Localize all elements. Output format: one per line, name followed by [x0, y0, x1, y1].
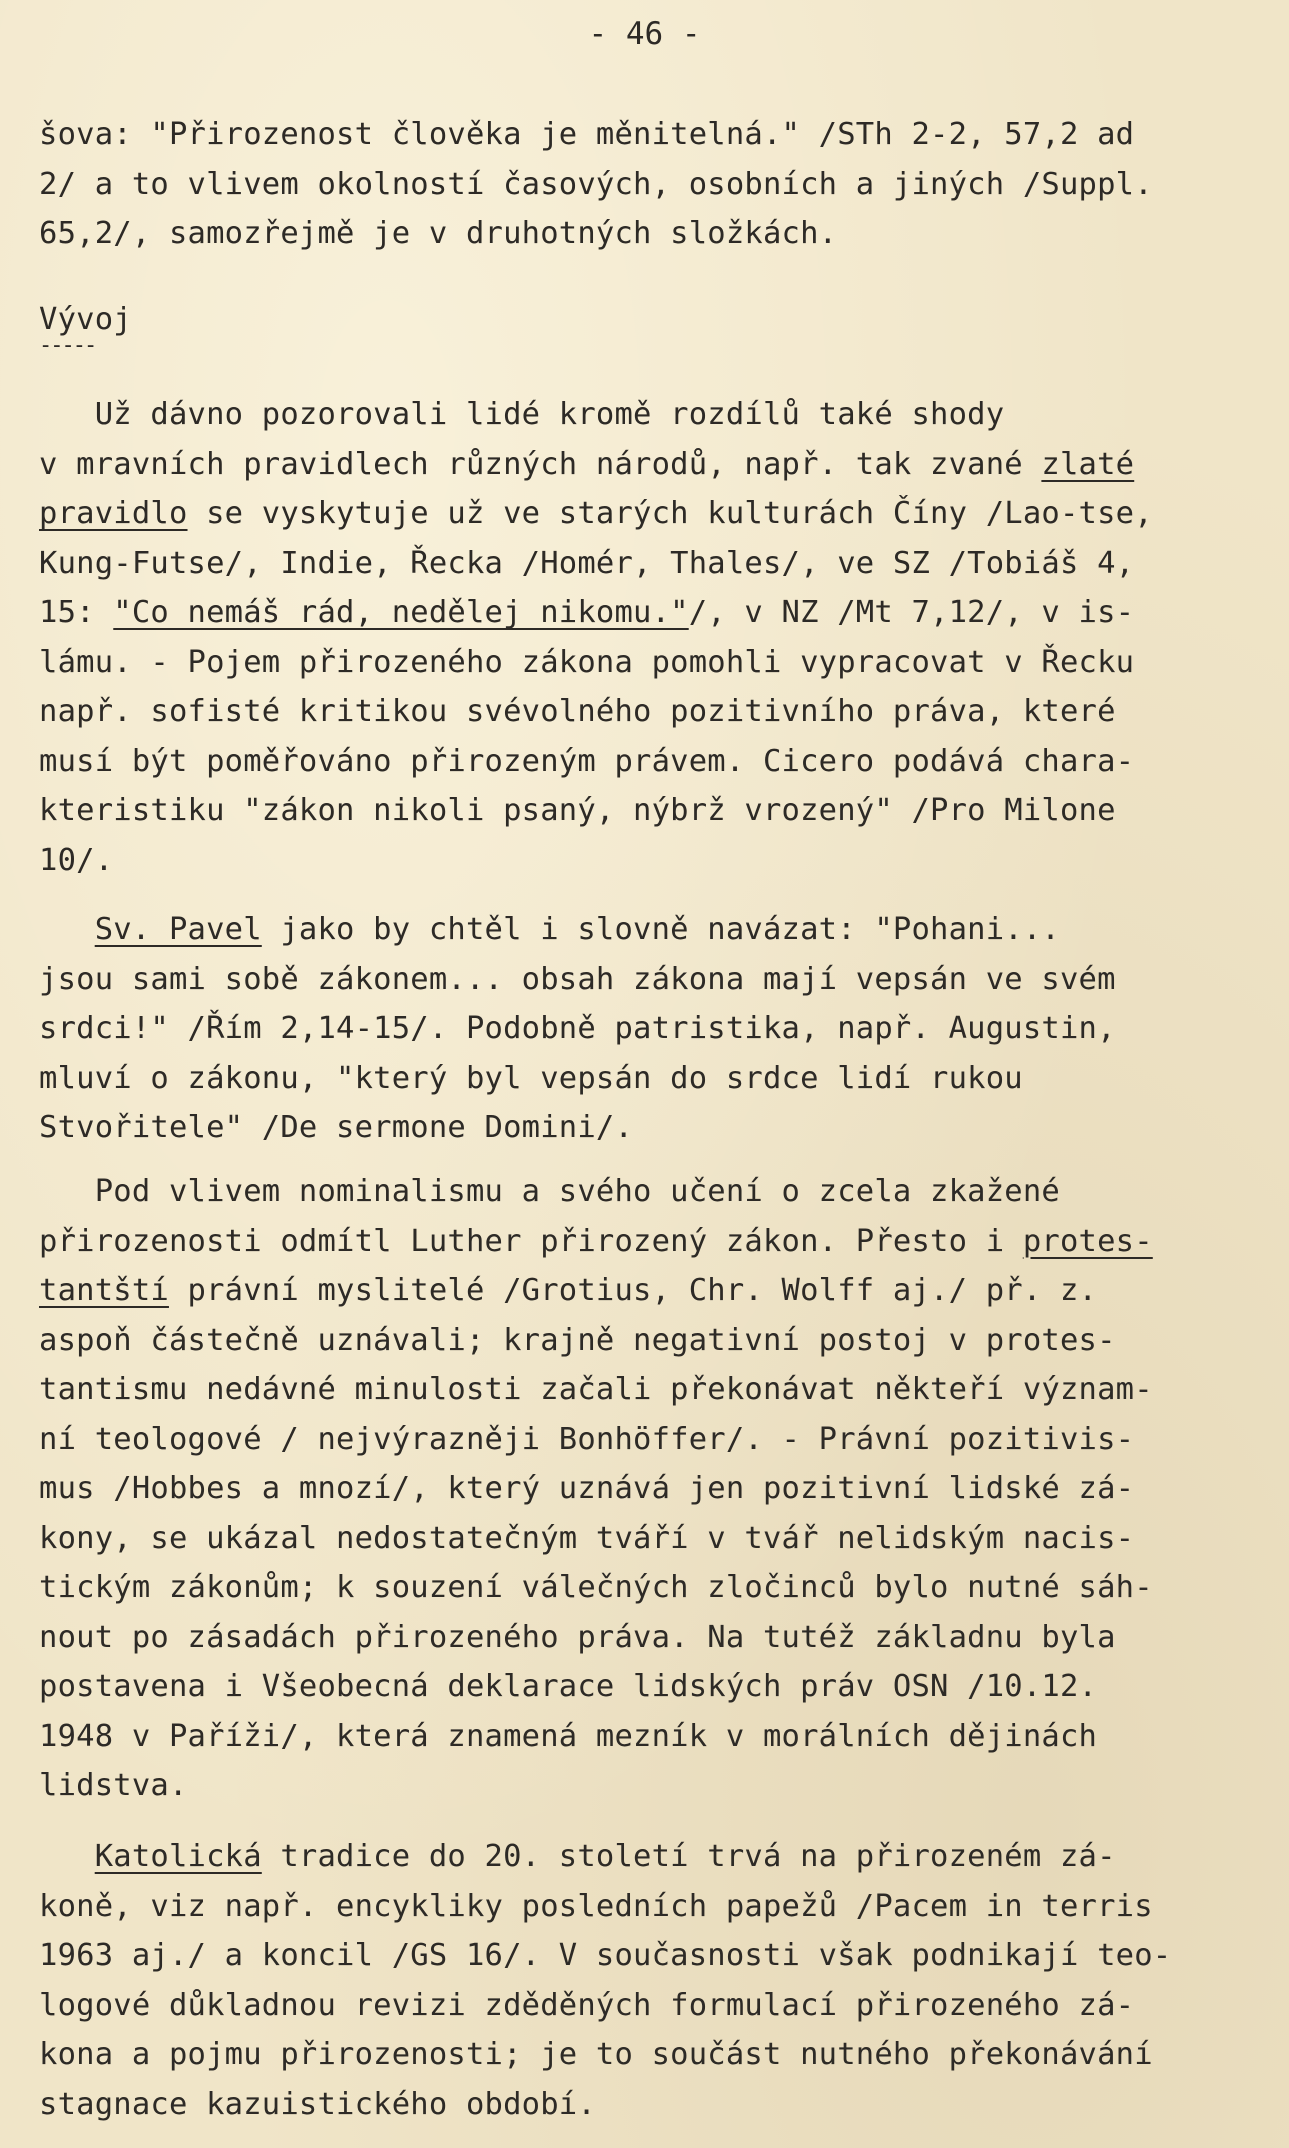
- paragraph-development: [39, 390, 1153, 885]
- underlined-text: zlaté: [1041, 446, 1135, 482]
- text-segment: ní teologové / nejvýrazněji Bonhöffer/. - Právní pozitivis-: [39, 1421, 1135, 1457]
- text-line: [39, 1415, 1153, 1465]
- paragraph-paul: [39, 905, 1116, 1153]
- text-line: [39, 1266, 1153, 1316]
- underlined-text: Sv. Pavel: [94, 912, 262, 947]
- text-line: [39, 539, 1153, 589]
- text-line: [39, 2080, 1171, 2130]
- text-segment: kona a pojmu přirozenosti; je to součást nutného překonávání: [39, 2037, 1153, 2072]
- text-segment: koně, viz např. encykliky posledních papežů /Pacem in terris: [39, 1888, 1153, 1924]
- text-segment: stagnace kazuistického období.: [39, 2086, 596, 2122]
- text-segment: tantismu nedávné minulosti začali překonávat někteří význam-: [39, 1372, 1153, 1407]
- text-segment: Už dávno pozorovali lidé kromě rozdílů také shody: [39, 397, 1005, 432]
- text-segment: aspoň částečně uznávali; krajně negativní postoj v protes-: [39, 1322, 1116, 1358]
- text-segment: Pod vlivem nominalismu a svého učení o zcela zkažené: [39, 1174, 1060, 1209]
- text-segment: logové důkladnou revizi zděděných formulací přirozeného zá-: [39, 1987, 1135, 2023]
- text-segment: 65,2/, samozřejmě je v druhotných složkách.: [39, 216, 838, 251]
- text-segment: 2/ a to vlivem okolností časových, osobních a jiných /Suppl.: [39, 166, 1153, 202]
- underlined-text: pravidlo: [39, 496, 188, 531]
- text-segment: Kung-Futse/, Indie, Řecka /Homér, Thales/, ve SZ /Tobiáš 4,: [39, 545, 1135, 581]
- text-segment: 10/.: [39, 842, 114, 878]
- text-line: [39, 1167, 1153, 1217]
- text-segment: [39, 1839, 95, 1874]
- text-line: [39, 1981, 1171, 2031]
- text-segment: musí být poměřováno přirozeným právem. Cicero podává chara-: [39, 743, 1135, 779]
- heading-underline: -----: [39, 332, 96, 358]
- underlined-text: tantští: [39, 1273, 169, 1308]
- section-heading: [39, 295, 132, 359]
- text-segment: tickým zákonům; k souzení válečných zločinců bylo nutné sáh-: [39, 1570, 1153, 1605]
- text-segment: např. sofisté kritikou svévolného pozitivního práva, které: [39, 694, 1116, 729]
- text-segment: [39, 912, 95, 947]
- text-line: [39, 390, 1153, 440]
- text-line: [39, 786, 1153, 836]
- text-line: [39, 1832, 1171, 1882]
- text-line: [39, 1004, 1116, 1054]
- text-line: [39, 1103, 1116, 1153]
- text-line: [39, 1563, 1153, 1613]
- text-line: [39, 160, 1153, 210]
- underlined-text: "Co nemáš rád, nedělej nikomu.": [113, 595, 689, 630]
- text-line: [39, 209, 1153, 259]
- heading-text: Vývoj: [39, 302, 132, 337]
- text-line: [39, 638, 1153, 688]
- text-segment: přirozenosti odmítl Luther přirozený zákon. Přesto i: [39, 1223, 1023, 1259]
- text-segment: právní myslitelé /Grotius, Chr. Wolff aj./ př. z.: [168, 1273, 1098, 1308]
- paragraph-catholic: [39, 1832, 1171, 2129]
- text-line: [39, 1514, 1153, 1564]
- text-line: [39, 1054, 1116, 1104]
- text-line: [39, 905, 1116, 955]
- text-segment: jako by chtěl i slovně navázat: "Pohani...: [261, 912, 1060, 947]
- page-number: - 46 -: [588, 16, 701, 52]
- text-line: [39, 836, 1153, 886]
- text-line: [39, 489, 1153, 539]
- text-line: [39, 1931, 1171, 1981]
- text-segment: srdci!" /Řím 2,14-15/. Podobně patristika, např. Augustin,: [39, 1011, 1116, 1046]
- text-line: [39, 2030, 1171, 2080]
- paragraph-continuation: [39, 110, 1153, 259]
- text-line: [39, 440, 1153, 490]
- text-line: [39, 588, 1153, 638]
- text-segment: kteristiku "zákon nikoli psaný, nýbrž vrozený" /Pro Milone: [39, 793, 1116, 828]
- text-line: [39, 955, 1116, 1005]
- text-segment: 1963 aj./ a koncil /GS 16/. V současnosti však podnikají teo-: [39, 1938, 1172, 1973]
- text-segment: mus /Hobbes a mnozí/, který uznává jen pozitivní lidské zá-: [39, 1471, 1135, 1506]
- text-segment: se vyskytuje už ve starých kulturách Číny /Lao-tse,: [187, 496, 1153, 531]
- text-segment: kony, se ukázal nedostatečným tváří v tvář nelidským nacis-: [39, 1520, 1135, 1556]
- text-line: [39, 110, 1153, 160]
- paragraph-luther: [39, 1167, 1153, 1811]
- text-segment: lámu. - Pojem přirozeného zákona pomohli vypracovat v Řecku: [39, 644, 1135, 680]
- text-segment: /, v NZ /Mt 7,12/, v is-: [688, 595, 1135, 630]
- text-line: [39, 1761, 1153, 1811]
- underlined-text: protes-: [1022, 1223, 1153, 1259]
- text-segment: postavena i Všeobecná deklarace lidských práv OSN /10.12.: [39, 1669, 1098, 1704]
- text-segment: lidstva.: [39, 1768, 188, 1803]
- text-line: [39, 1365, 1153, 1415]
- text-segment: nout po zásadách přirozeného práva. Na tutéž základnu byla: [39, 1619, 1116, 1655]
- text-line: [39, 1316, 1153, 1366]
- text-segment: šova: "Přirozenost člověka je měnitelná." /STh 2-2, 57,2 ad: [39, 117, 1135, 152]
- text-segment: jsou sami sobě zákonem... obsah zákona mají vepsán ve svém: [39, 961, 1116, 997]
- text-line: [39, 737, 1153, 787]
- text-segment: 15:: [39, 595, 114, 630]
- text-line: [39, 1464, 1153, 1514]
- text-line: [39, 1662, 1153, 1712]
- text-segment: mluví o zákonu, "který byl vepsán do srdce lidí rukou: [39, 1060, 1023, 1096]
- underlined-text: Katolická: [94, 1839, 262, 1874]
- text-segment: v mravních pravidlech různých národů, např. tak zvané: [39, 446, 1042, 482]
- text-line: [39, 687, 1153, 737]
- text-line: [39, 1712, 1153, 1762]
- text-segment: tradice do 20. století trvá na přirozeném zá-: [261, 1839, 1116, 1874]
- text-line: [39, 1217, 1153, 1267]
- text-segment: 1948 v Paříži/, která znamená mezník v morálních dějinách: [39, 1718, 1098, 1754]
- text-line: [39, 1613, 1153, 1663]
- text-segment: Stvořitele" /De sermone Domini/.: [39, 1110, 634, 1145]
- text-line: [39, 1882, 1171, 1932]
